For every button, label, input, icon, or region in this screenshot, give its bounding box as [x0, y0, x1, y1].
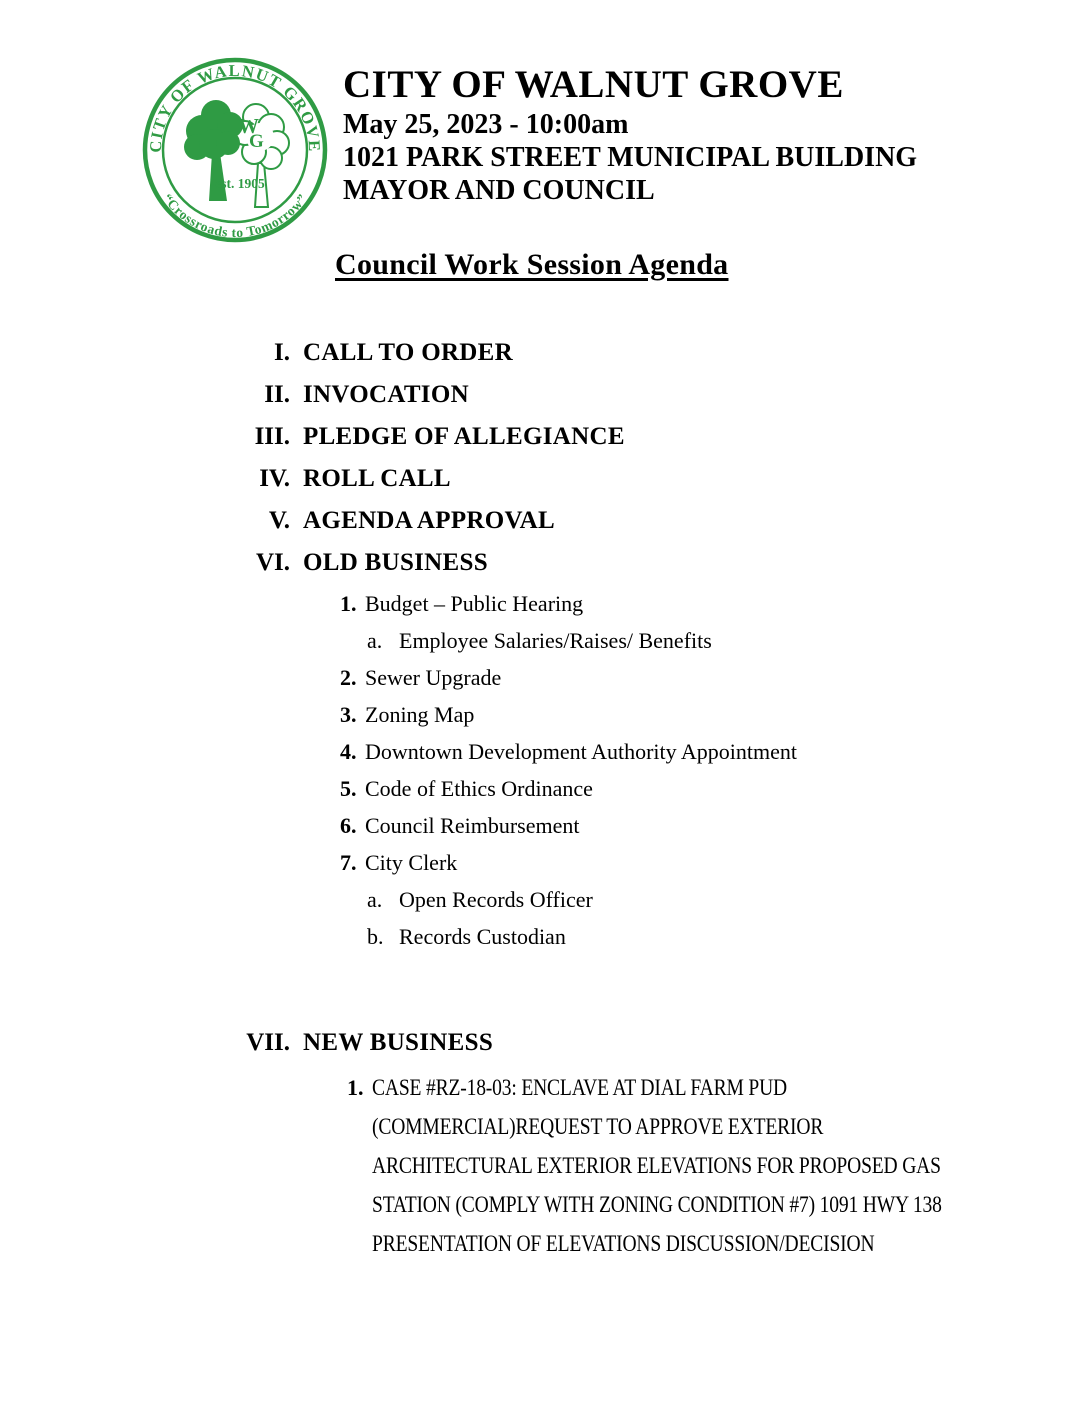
old-business-subitem [367, 918, 797, 955]
item-numeral: I. [274, 339, 290, 366]
item-number: 3. [340, 701, 357, 727]
case-line [347, 1185, 1042, 1224]
item-text: City Clerk [365, 849, 458, 875]
item-letter: a. [367, 886, 383, 912]
seal-top-text: CITY OF WALNUT GROVE [145, 60, 325, 154]
agenda-item-call-to-order [236, 332, 625, 374]
item-text: Code of Ethics Ordinance [365, 775, 593, 801]
item-text: Records Custodian [399, 923, 566, 949]
item-number: 1. [347, 1074, 364, 1100]
item-text: Council Reimbursement [365, 812, 580, 838]
item-numeral: II. [264, 381, 290, 408]
city-seal-logo [140, 55, 330, 245]
agenda-item-new-business [236, 1022, 493, 1064]
item-number: 2. [340, 664, 357, 690]
case-text: ARCHITECTURAL EXTERIOR ELEVATIONS FOR PROPOSED GAS [372, 1152, 941, 1178]
item-label: PLEDGE OF ALLEGIANCE [303, 423, 625, 450]
old-business-subitem [367, 881, 797, 918]
document-header [343, 62, 917, 207]
case-text: CASE #RZ-18-03: ENCLAVE AT DIAL FARM PUD [372, 1074, 788, 1100]
item-letter: b. [367, 923, 384, 949]
new-business-case-item [347, 1068, 1042, 1263]
old-business-subitem [367, 622, 797, 659]
item-number: 7. [340, 849, 357, 875]
item-label: OLD BUSINESS [303, 549, 488, 576]
old-business-item [340, 733, 797, 770]
item-numeral: III. [254, 423, 290, 450]
case-text: STATION (COMPLY WITH ZONING CONDITION #7) 1091 HWY 138 [372, 1191, 942, 1217]
seal-monogram-g: G [249, 131, 264, 152]
old-business-item [340, 585, 797, 622]
item-letter: a. [367, 627, 383, 653]
item-text: Budget – Public Hearing [365, 590, 584, 616]
case-text: (COMMERCIAL)REQUEST TO APPROVE EXTERIOR [372, 1113, 824, 1139]
item-number: 6. [340, 812, 357, 838]
city-name-title: CITY OF WALNUT GROVE [343, 63, 844, 106]
meeting-body: MAYOR AND COUNCIL [343, 175, 655, 206]
agenda-item-roll-call [236, 458, 625, 500]
seal-monogram-w: W [238, 114, 259, 138]
agenda-title: Council Work Session Agenda [335, 248, 729, 281]
seal-est-text: est. 1905 [215, 176, 265, 191]
seal-bottom-text: “Crossroads to Tomorrow” [159, 190, 311, 241]
case-line [347, 1146, 1042, 1185]
item-text: Sewer Upgrade [365, 664, 502, 690]
agenda-item-old-business [236, 542, 625, 584]
item-text: Employee Salaries/Raises/ Benefits [399, 627, 712, 653]
case-text: PRESENTATION OF ELEVATIONS DISCUSSION/DECISION [372, 1230, 875, 1256]
agenda-roman-list [236, 332, 625, 584]
case-line [347, 1224, 1042, 1263]
meeting-datetime: May 25, 2023 - 10:00am [343, 109, 629, 140]
item-numeral: VI. [255, 549, 290, 576]
item-label: INVOCATION [303, 381, 469, 408]
agenda-item-pledge [236, 416, 625, 458]
item-label: AGENDA APPROVAL [303, 507, 555, 534]
item-numeral: IV. [259, 465, 290, 492]
item-numeral: VII. [246, 1029, 290, 1056]
case-line [347, 1107, 1042, 1146]
item-number: 4. [340, 738, 357, 764]
item-text: Downtown Development Authority Appointment [365, 738, 798, 764]
item-number: 1. [340, 590, 357, 616]
item-label: NEW BUSINESS [303, 1029, 494, 1056]
item-label: CALL TO ORDER [303, 339, 513, 366]
old-business-list [340, 585, 797, 955]
item-number: 5. [340, 775, 357, 801]
agenda-item-invocation [236, 374, 625, 416]
meeting-address: 1021 PARK STREET MUNICIPAL BUILDING [343, 142, 918, 173]
item-text: Zoning Map [365, 701, 475, 727]
old-business-item [340, 807, 797, 844]
agenda-item-agenda-approval [236, 500, 625, 542]
item-label: ROLL CALL [303, 465, 451, 492]
item-text: Open Records Officer [399, 886, 593, 912]
case-line [347, 1068, 1042, 1107]
old-business-item [340, 696, 797, 733]
old-business-item [340, 844, 797, 881]
old-business-item [340, 659, 797, 696]
old-business-item [340, 770, 797, 807]
item-numeral: V. [268, 507, 290, 534]
